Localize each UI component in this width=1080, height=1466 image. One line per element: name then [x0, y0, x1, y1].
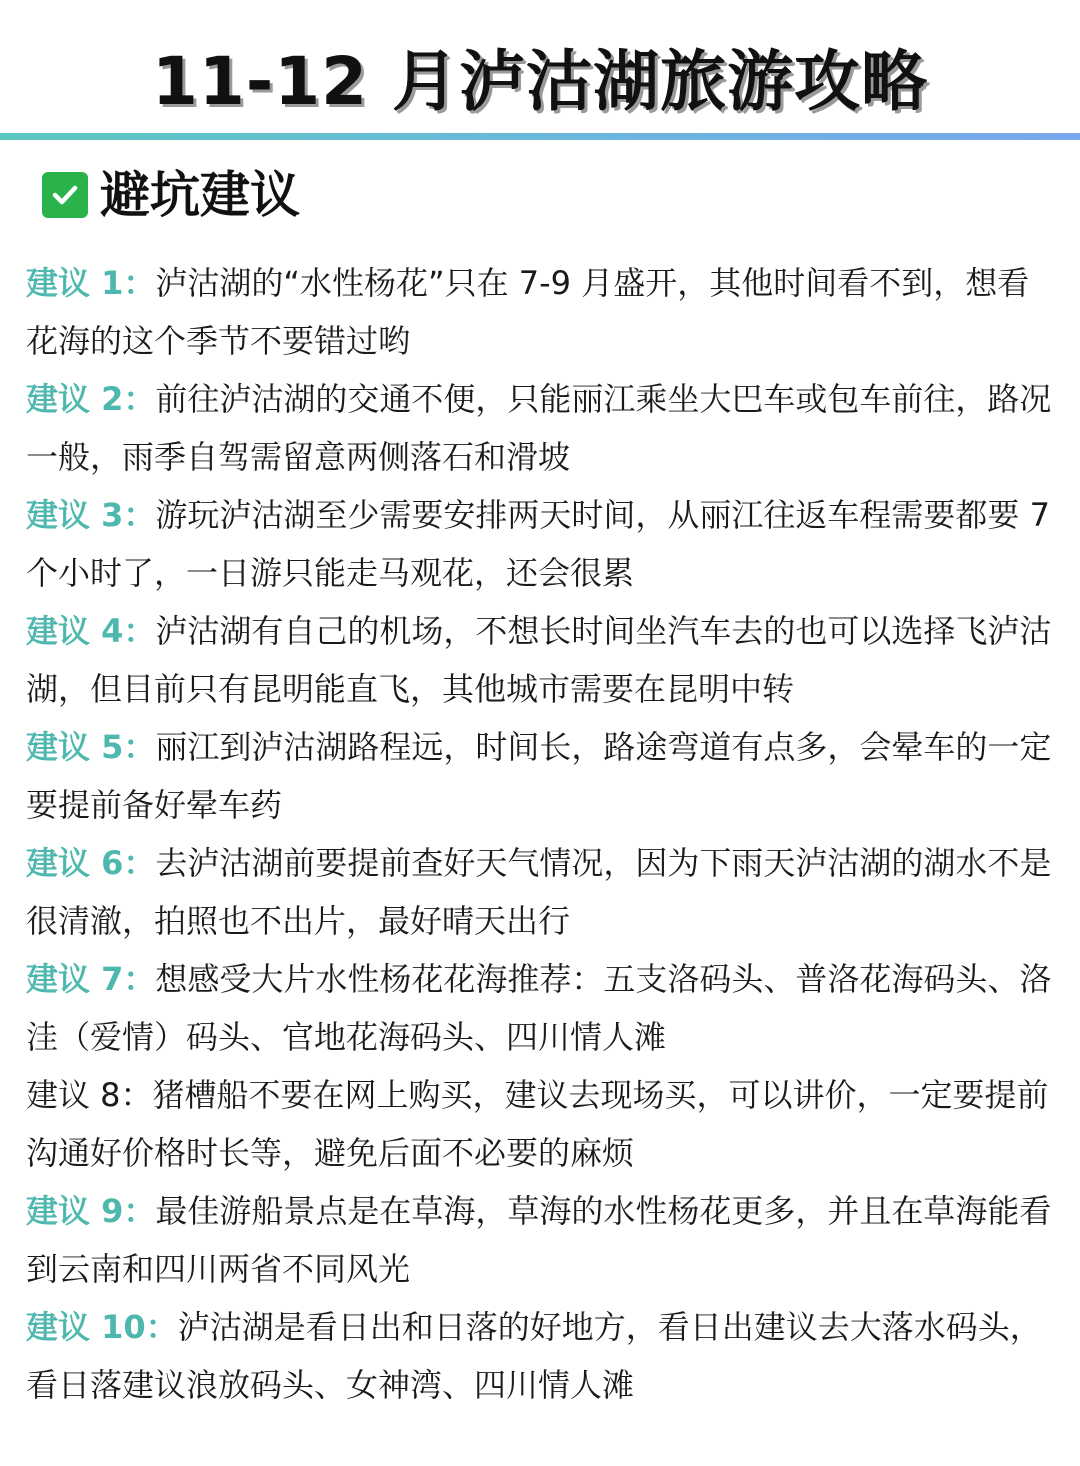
tip-label: 建议 5： — [26, 728, 156, 766]
check-mark-icon — [42, 172, 88, 218]
tip-text: 丽江到泸沽湖路程远，时间长，路途弯道有点多，会晕车的一定要提前备好晕车药 — [26, 728, 1052, 824]
tip-item — [26, 486, 1058, 602]
tip-item — [26, 950, 1058, 1066]
tip-label: 建议 2： — [26, 380, 156, 418]
tip-label: 建议 7： — [26, 960, 156, 998]
tip-text: 前往泸沽湖的交通不便，只能丽江乘坐大巴车或包车前往，路况一般，雨季自驾需留意两侧落石和滑坡 — [26, 380, 1052, 476]
tip-label: 建议 4： — [26, 612, 156, 650]
tip-item — [26, 254, 1058, 370]
tip-item — [26, 834, 1058, 950]
tip-item — [26, 1298, 1058, 1414]
tip-label: 建议 1： — [26, 264, 156, 302]
tip-item — [26, 602, 1058, 718]
tip-item — [26, 718, 1058, 834]
tip-label: 建议 8： — [26, 1076, 153, 1114]
section-heading-text: 避坑建议 — [100, 166, 300, 224]
tip-text: 泸沽湖的“水性杨花”只在 7-9 月盛开，其他时间看不到，想看花海的这个季节不要错过哟 — [26, 264, 1030, 360]
tip-text: 想感受大片水性杨花花海推荐：五支洛码头、普洛花海码头、洛洼（爱情）码头、官地花海码头、四川情人滩 — [26, 960, 1052, 1056]
section-heading — [42, 162, 300, 228]
tip-label: 建议 3： — [26, 496, 156, 534]
tip-text: 猪槽船不要在网上购买，建议去现场买，可以讲价，一定要提前沟通好价格时长等，避免后面不必要的麻烦 — [26, 1076, 1049, 1172]
tips-list — [26, 254, 1058, 1414]
tip-item — [26, 1182, 1058, 1298]
tip-label: 建议 10： — [26, 1308, 178, 1346]
tip-item — [26, 370, 1058, 486]
title-underline — [0, 133, 1080, 140]
page-title: 11-12 月泸沽湖旅游攻略 — [151, 43, 929, 120]
tip-label: 建议 6： — [26, 844, 156, 882]
tip-text: 去泸沽湖前要提前查好天气情况，因为下雨天泸沽湖的湖水不是很清澈，拍照也不出片，最好晴天出行 — [26, 844, 1052, 940]
tip-text: 泸沽湖有自己的机场，不想长时间坐汽车去的也可以选择飞泸沽湖，但目前只有昆明能直飞，其他城市需要在昆明中转 — [26, 612, 1052, 708]
tip-label: 建议 9： — [26, 1192, 156, 1230]
tip-text: 泸沽湖是看日出和日落的好地方，看日出建议去大落水码头，看日落建议浪放码头、女神湾、四川情人滩 — [26, 1308, 1042, 1404]
tip-text: 最佳游船景点是在草海，草海的水性杨花更多，并且在草海能看到云南和四川两省不同风光 — [26, 1192, 1052, 1288]
tip-text: 游玩泸沽湖至少需要安排两天时间，从丽江往返车程需要都要 7 个小时了，一日游只能走马观花，还会很累 — [26, 496, 1050, 592]
tip-item — [26, 1066, 1058, 1182]
